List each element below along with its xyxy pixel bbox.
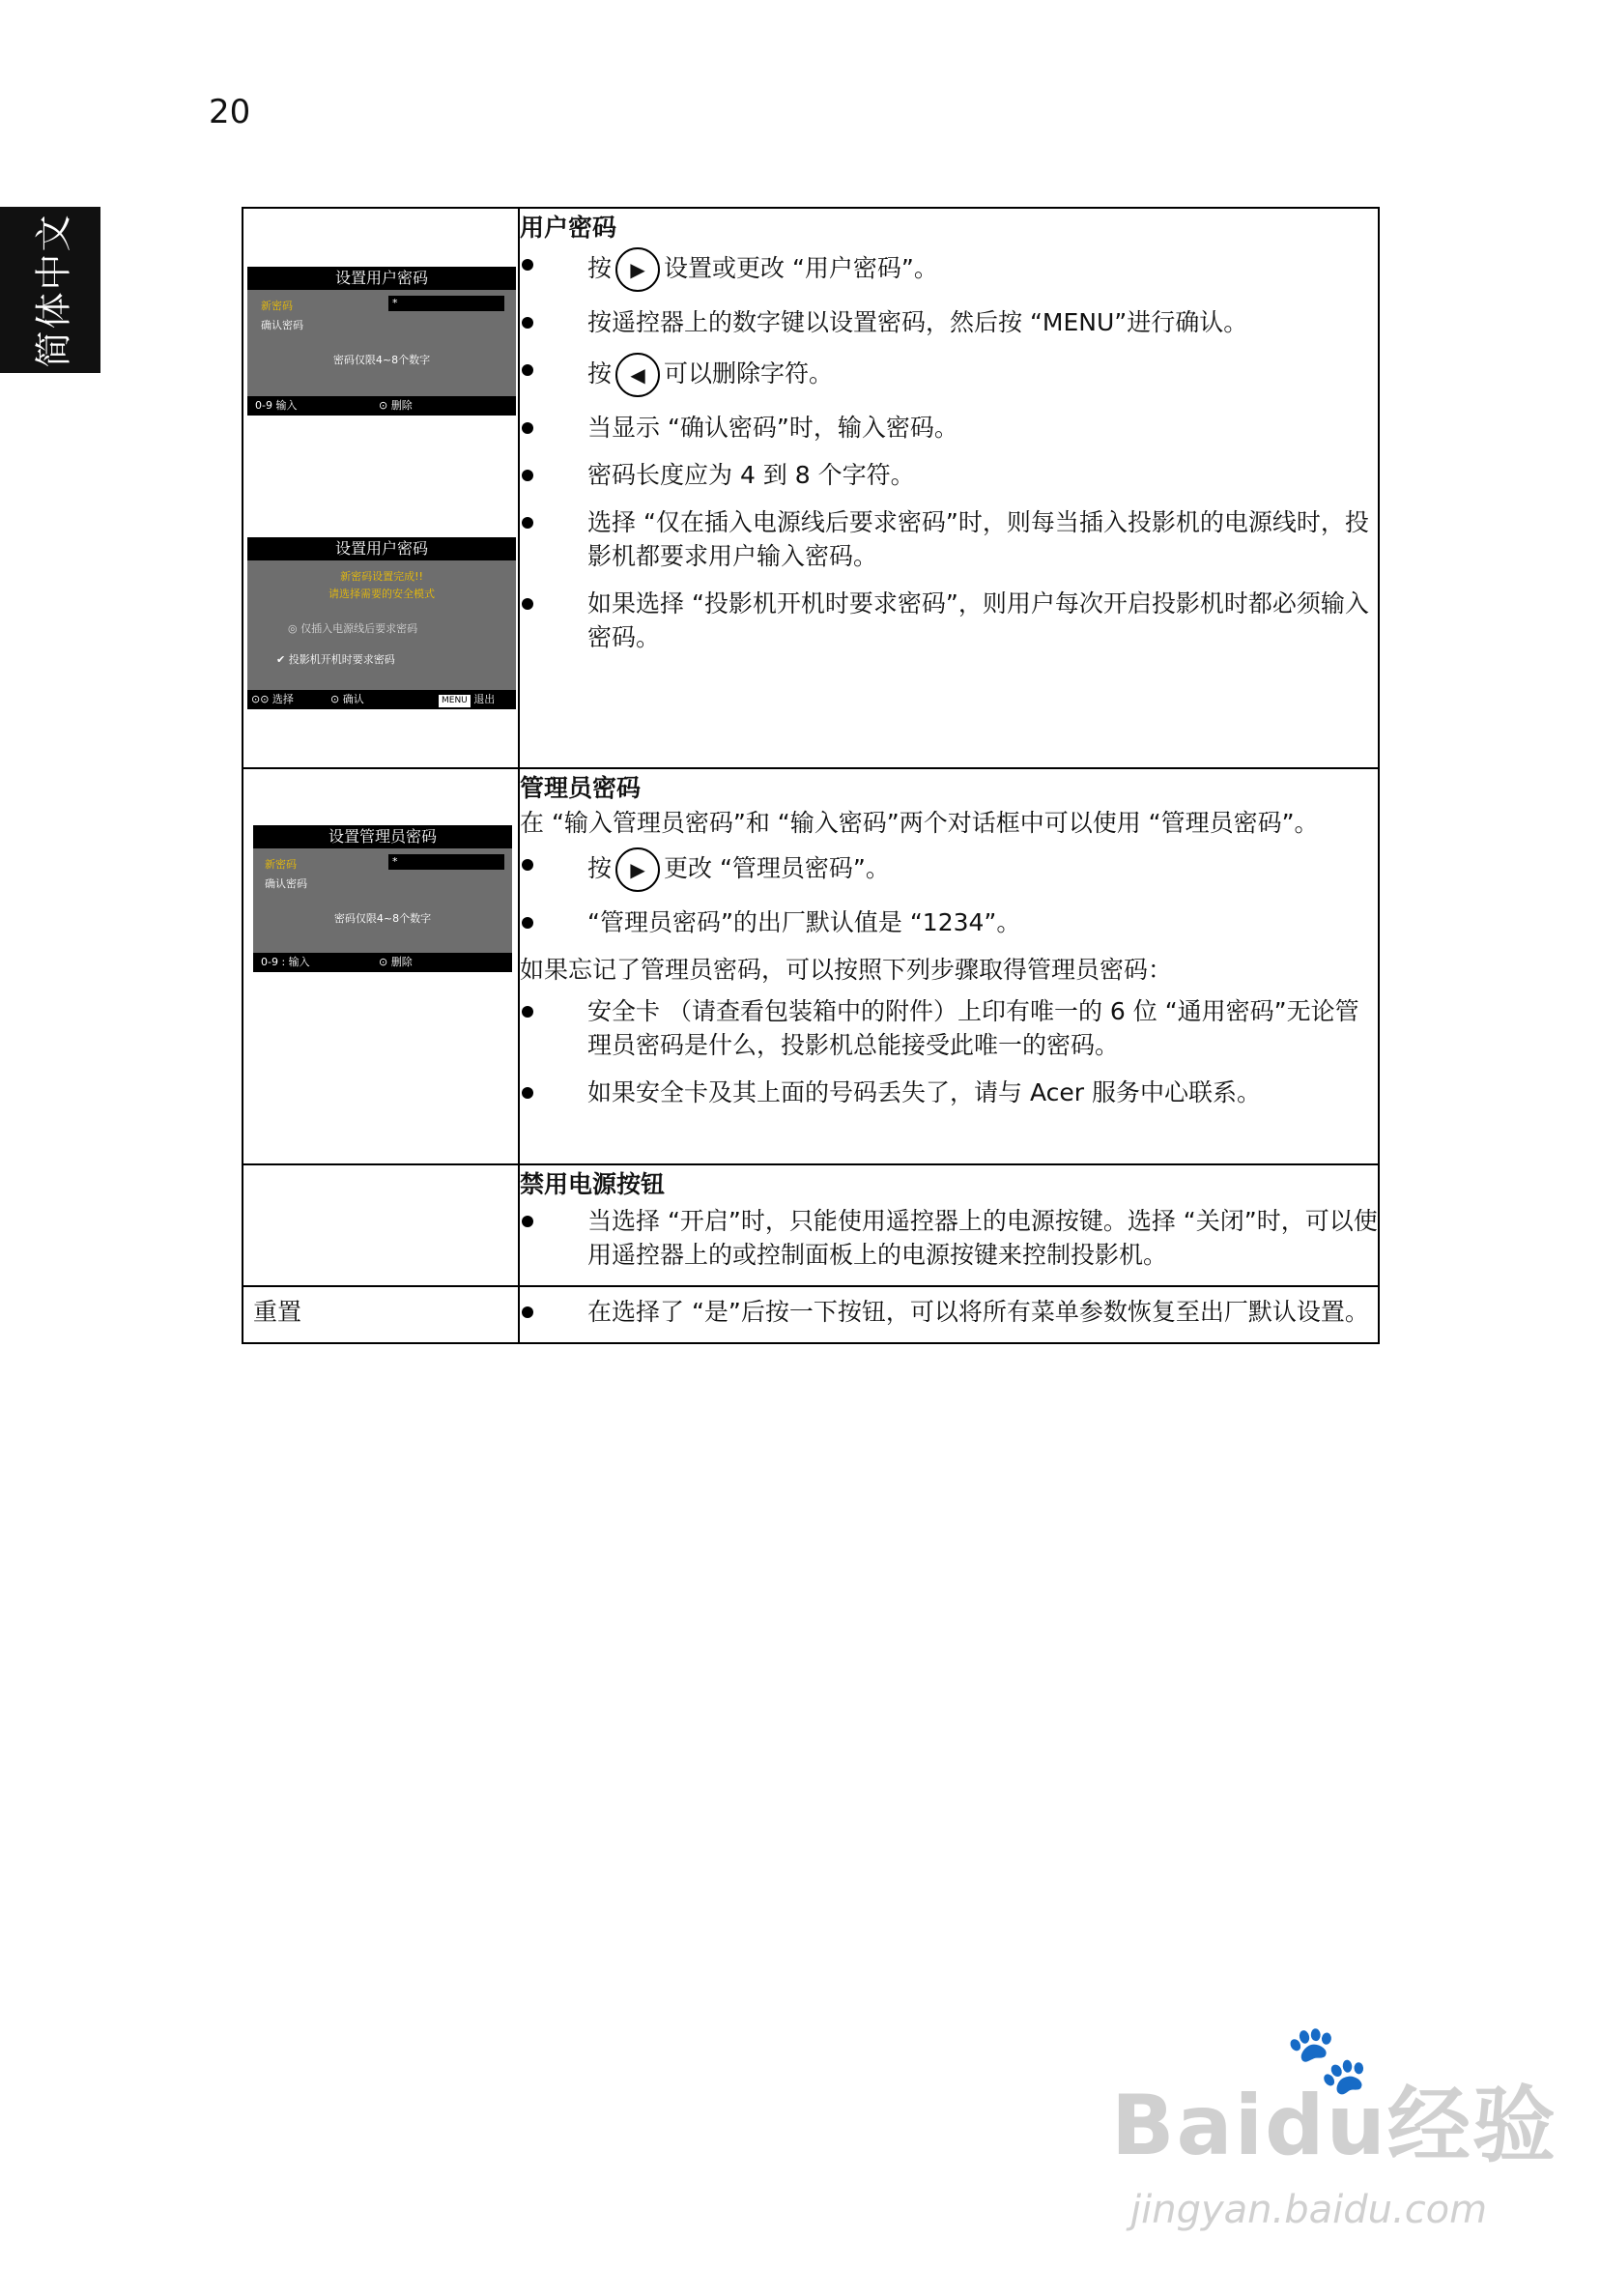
text-pre: 按 <box>587 359 613 387</box>
bullet-icon <box>522 364 533 376</box>
list-item <box>520 994 1378 1062</box>
baidu-watermark <box>1111 2020 1557 2232</box>
right-arrow-button-icon: ▶ <box>615 847 660 892</box>
text-pre: 按 <box>587 254 613 282</box>
watermark-url: jingyan.baidu.com <box>1130 2188 1488 2232</box>
list-item <box>520 411 1378 445</box>
osd-option-power-cord: ◎ 仅插入电源线后要求密码 <box>288 622 418 635</box>
osd-security-mode <box>247 537 516 709</box>
row-user-password <box>243 208 1379 768</box>
user-password-list <box>520 247 1378 654</box>
list-text: 选择 “仅在插入电源线后要求密码”时，则每当插入投影机的电源线时，投影机都要求用户输入密码。 <box>587 508 1369 570</box>
power-lock-desc-cell <box>519 1164 1379 1286</box>
list-item <box>520 505 1378 573</box>
bullet-icon <box>522 422 533 434</box>
list-text: 安全卡 （请查看包装箱中的附件）上印有唯一的 6 位 “通用密码”无论管理员密码是什么，投影机总能接受此唯一的密码。 <box>587 997 1359 1059</box>
reset-list <box>520 1295 1378 1329</box>
reset-label-cell <box>243 1286 519 1343</box>
list-text: 密码长度应为 4 到 8 个字符。 <box>587 461 915 489</box>
text-pre: 按 <box>587 854 613 882</box>
menu-key-icon: MENU <box>439 695 471 707</box>
user-password-title: 用户密码 <box>520 214 617 242</box>
list-item <box>520 247 1378 292</box>
list-text: “管理员密码”的出厂默认值是 “1234”。 <box>587 908 1021 936</box>
text-post: 可以删除字符。 <box>664 359 834 387</box>
power-lock-title: 禁用电源按钮 <box>520 1170 666 1198</box>
list-text: 如果选择 “投影机开机时要求密码”，则用户每次开启投影机时都必须输入密码。 <box>587 589 1369 651</box>
page-number: 20 <box>209 93 251 131</box>
bullet-icon <box>522 859 533 871</box>
admin-password-list <box>520 847 1378 939</box>
admin-password-recovery-list <box>520 994 1378 1109</box>
user-password-desc-cell <box>519 208 1379 768</box>
osd-title: 设置用户密码 <box>247 267 516 290</box>
power-lock-list <box>520 1204 1378 1272</box>
list-item <box>520 1076 1378 1109</box>
list-item <box>520 305 1378 339</box>
osd-warning-1: 新密码设置完成!! <box>340 570 423 583</box>
reset-label: 重置 <box>253 1298 302 1326</box>
osd-password-hint: 密码仅限4~8个数字 <box>333 912 432 925</box>
bullet-icon <box>522 917 533 929</box>
list-item <box>520 353 1378 397</box>
power-lock-empty-cell <box>243 1164 519 1286</box>
admin-password-screen-cell <box>243 768 519 1164</box>
osd-footer <box>247 396 516 416</box>
osd-set-admin-password <box>253 825 512 972</box>
bullet-icon <box>522 1306 533 1318</box>
osd-new-password-label: 新密码 <box>261 300 293 312</box>
bullet-icon <box>522 259 533 271</box>
osd-new-password-input: * <box>388 296 504 311</box>
watermark-brand: Baidu经验 <box>1111 2078 1557 2174</box>
osd-password-hint: 密码仅限4~8个数字 <box>332 354 431 366</box>
osd-new-password-input: * <box>388 854 504 870</box>
list-item <box>520 905 1378 939</box>
osd-option-power-on: ✔ 投影机开机时要求密码 <box>276 653 395 666</box>
user-password-screens-cell <box>243 208 519 768</box>
osd-footer <box>253 953 512 972</box>
bullet-icon <box>522 317 533 329</box>
text-post: 设置或更改 “用户密码”。 <box>664 254 938 282</box>
list-item <box>520 587 1378 654</box>
osd-footer-input: 0-9 : 输入 <box>261 956 310 968</box>
list-item <box>520 1295 1378 1329</box>
osd-confirm-password-label: 确认密码 <box>265 877 307 890</box>
list-text: 如果安全卡及其上面的号码丢失了，请与 Acer 服务中心联系。 <box>587 1078 1261 1106</box>
side-tab-label: 简体中文 <box>32 212 75 368</box>
list-text: 按遥控器上的数字键以设置密码，然后按 “MENU”进行确认。 <box>587 308 1248 336</box>
admin-password-intro: 在 “输入管理员密码”和 “输入密码”两个对话框中可以使用 “管理员密码”。 <box>520 809 1319 837</box>
osd-title: 设置用户密码 <box>247 537 516 560</box>
right-arrow-button-icon: ▶ <box>615 247 660 292</box>
row-reset <box>243 1286 1379 1343</box>
row-power-lock <box>243 1164 1379 1286</box>
osd-set-user-password <box>247 267 516 416</box>
list-text: 当选择 “开启”时，只能使用遥控器上的电源按键。选择 “关闭”时，可以使用遥控器上的或控制面板上的电源按键来控制投影机。 <box>587 1207 1378 1269</box>
osd-confirm-password-label: 确认密码 <box>261 319 303 331</box>
language-side-tab <box>0 207 100 373</box>
osd-footer-exit-label: 退出 <box>473 693 496 705</box>
osd-new-password-label: 新密码 <box>265 858 297 871</box>
list-text: 在选择了 “是”后按一下按钮，可以将所有菜单参数恢复至出厂默认设置。 <box>587 1298 1369 1326</box>
osd-footer-confirm: ⊙ 确认 <box>330 693 364 705</box>
left-arrow-button-icon: ◀ <box>615 353 660 397</box>
list-text: 当显示 “确认密码”时，输入密码。 <box>587 414 958 442</box>
osd-footer-select: ⊙⊙ 选择 <box>251 693 294 705</box>
osd-footer-delete: ⊙ 删除 <box>379 956 413 968</box>
settings-table <box>242 207 1380 1344</box>
admin-password-forgot: 如果忘记了管理员密码，可以按照下列步骤取得管理员密码： <box>520 956 1173 984</box>
paw-logo-icon: 🐾 <box>1285 2020 1370 2099</box>
bullet-icon <box>522 517 533 529</box>
admin-password-title: 管理员密码 <box>520 774 642 802</box>
row-admin-password <box>243 768 1379 1164</box>
text-post: 更改 “管理员密码”。 <box>664 854 890 882</box>
reset-desc-cell <box>519 1286 1379 1343</box>
bullet-icon <box>522 1087 533 1099</box>
osd-footer-exit <box>439 690 495 709</box>
bullet-icon <box>522 1216 533 1227</box>
list-item <box>520 1204 1378 1272</box>
bullet-icon <box>522 470 533 481</box>
list-item <box>520 847 1378 892</box>
osd-footer <box>247 690 516 709</box>
osd-footer-delete: ⊙ 删除 <box>379 399 413 412</box>
osd-warning-2: 请选择需要的安全模式 <box>329 588 435 600</box>
osd-title: 设置管理员密码 <box>253 825 512 848</box>
bullet-icon <box>522 598 533 610</box>
osd-footer-input: 0-9 输入 <box>255 399 298 412</box>
list-item <box>520 458 1378 492</box>
admin-password-desc-cell <box>519 768 1379 1164</box>
bullet-icon <box>522 1006 533 1018</box>
